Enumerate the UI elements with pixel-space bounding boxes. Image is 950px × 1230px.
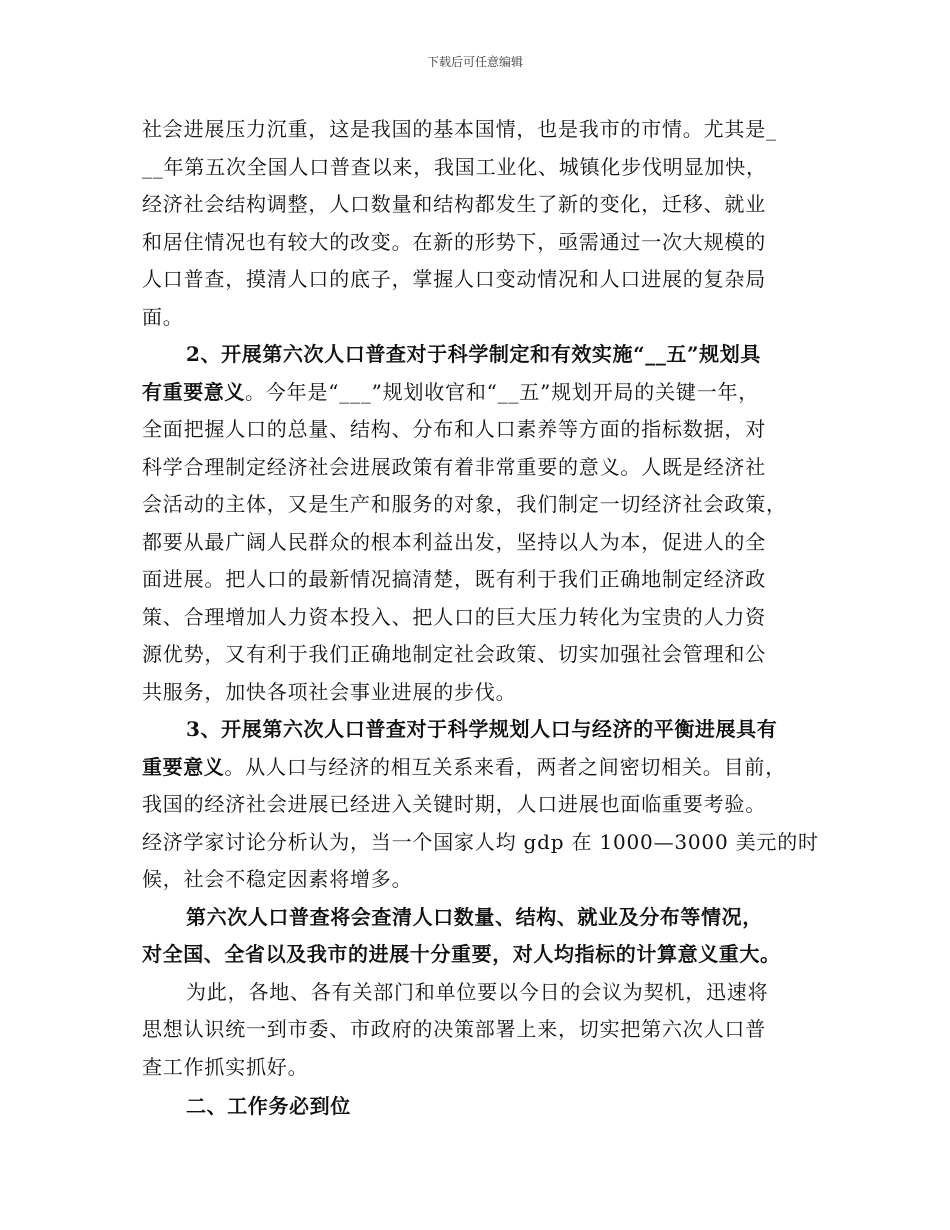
text-line: 共服务，加快各项社会事业进展的步伐。 bbox=[142, 679, 517, 704]
section-heading: 二、工作务必到位 bbox=[186, 1094, 351, 1118]
section2-text: 。今年是“___”规划收官和“__五”规划开局的关键一年， bbox=[245, 379, 760, 404]
section3-heading-cont bbox=[142, 749, 822, 787]
text-line: 面进展。把人口的最新情况搞清楚，既有利于我们正确地制定经济政 bbox=[142, 567, 766, 591]
text-line: 都要从最广阔人民群众的根本利益出发，坚持以人为本，促进人的全 bbox=[142, 529, 766, 554]
text-line: 社会进展压力沉重，这是我国的基本国情，也是我市的市情。尤其是_ bbox=[142, 117, 777, 141]
text-line: 人口普查，摸清人口的底子，掌握人口变动情况和人口进展的复杂局 bbox=[142, 267, 766, 291]
text-line: 会活动的主体，又是生产和服务的对象，我们制定一切经济社会政策， bbox=[142, 492, 787, 516]
text-line: 我国的经济社会进展已经进入关键时期，人口进展也面临重要考验。 bbox=[142, 792, 766, 816]
closing-line: 查工作抓实抓好。 bbox=[142, 1054, 309, 1079]
section2-heading-tail: 有重要意义 bbox=[142, 379, 245, 404]
emphasis-line: 第六次人口普查将会查清人口数量、结构、就业及分布等情况， bbox=[186, 904, 763, 929]
section2-heading-cont bbox=[142, 374, 822, 412]
section2-heading: 2、开展第六次人口普查对于科学制定和有效实施“__五”规划具 bbox=[186, 342, 761, 366]
text-line: 策、合理增加人力资本投入、把人口的巨大压力转化为宝贵的人力资 bbox=[142, 604, 766, 629]
text-line: 经济社会结构调整，人口数量和结构都发生了新的变化，迁移、就业 bbox=[142, 192, 766, 216]
text-line: 面。 bbox=[142, 304, 184, 329]
emphasis-line: 对全国、全省以及我市的进展十分重要，对人均指标的计算意义重大。 bbox=[142, 942, 781, 966]
closing-line: 思想认识统一到市委、市政府的决策部署上来，切实把第六次人口普 bbox=[142, 1017, 766, 1041]
section3-text: 。从人口与经济的相互关系来看，两者之间密切相关。目前， bbox=[224, 754, 787, 779]
closing-line: 为此，各地、各有关部门和单位要以今日的会议为契机，迅速将 bbox=[186, 979, 769, 1004]
text-line: 候，社会不稳定因素将增多。 bbox=[142, 867, 413, 891]
page-header: 下载后可任意编辑 bbox=[426, 55, 523, 69]
section3-heading-tail: 重要意义 bbox=[142, 754, 225, 779]
text-line: 和居住情况也有较大的改变。在新的形势下，亟需通过一次大规模的 bbox=[142, 229, 766, 254]
text-line: __年第五次全国人口普查以来，我国工业化、城镇化步伐明显加快， bbox=[142, 154, 767, 179]
section3-heading: 3、开展第六次人口普查对于科学规划人口与经济的平衡进展具有 bbox=[186, 717, 778, 741]
document-body bbox=[142, 111, 822, 1126]
text-line: 经济学家讨论分析认为，当一个国家人均 gdp 在 1000—3000 美元的时 bbox=[142, 829, 819, 854]
text-line: 源优势，又有利于我们正确地制定社会政策、切实加强社会管理和公 bbox=[142, 642, 766, 666]
text-line: 全面把握人口的总量、结构、分布和人口素养等方面的指标数据，对 bbox=[142, 417, 766, 441]
text-line: 科学合理制定经济社会进展政策有着非常重要的意义。人既是经济社 bbox=[142, 454, 766, 479]
